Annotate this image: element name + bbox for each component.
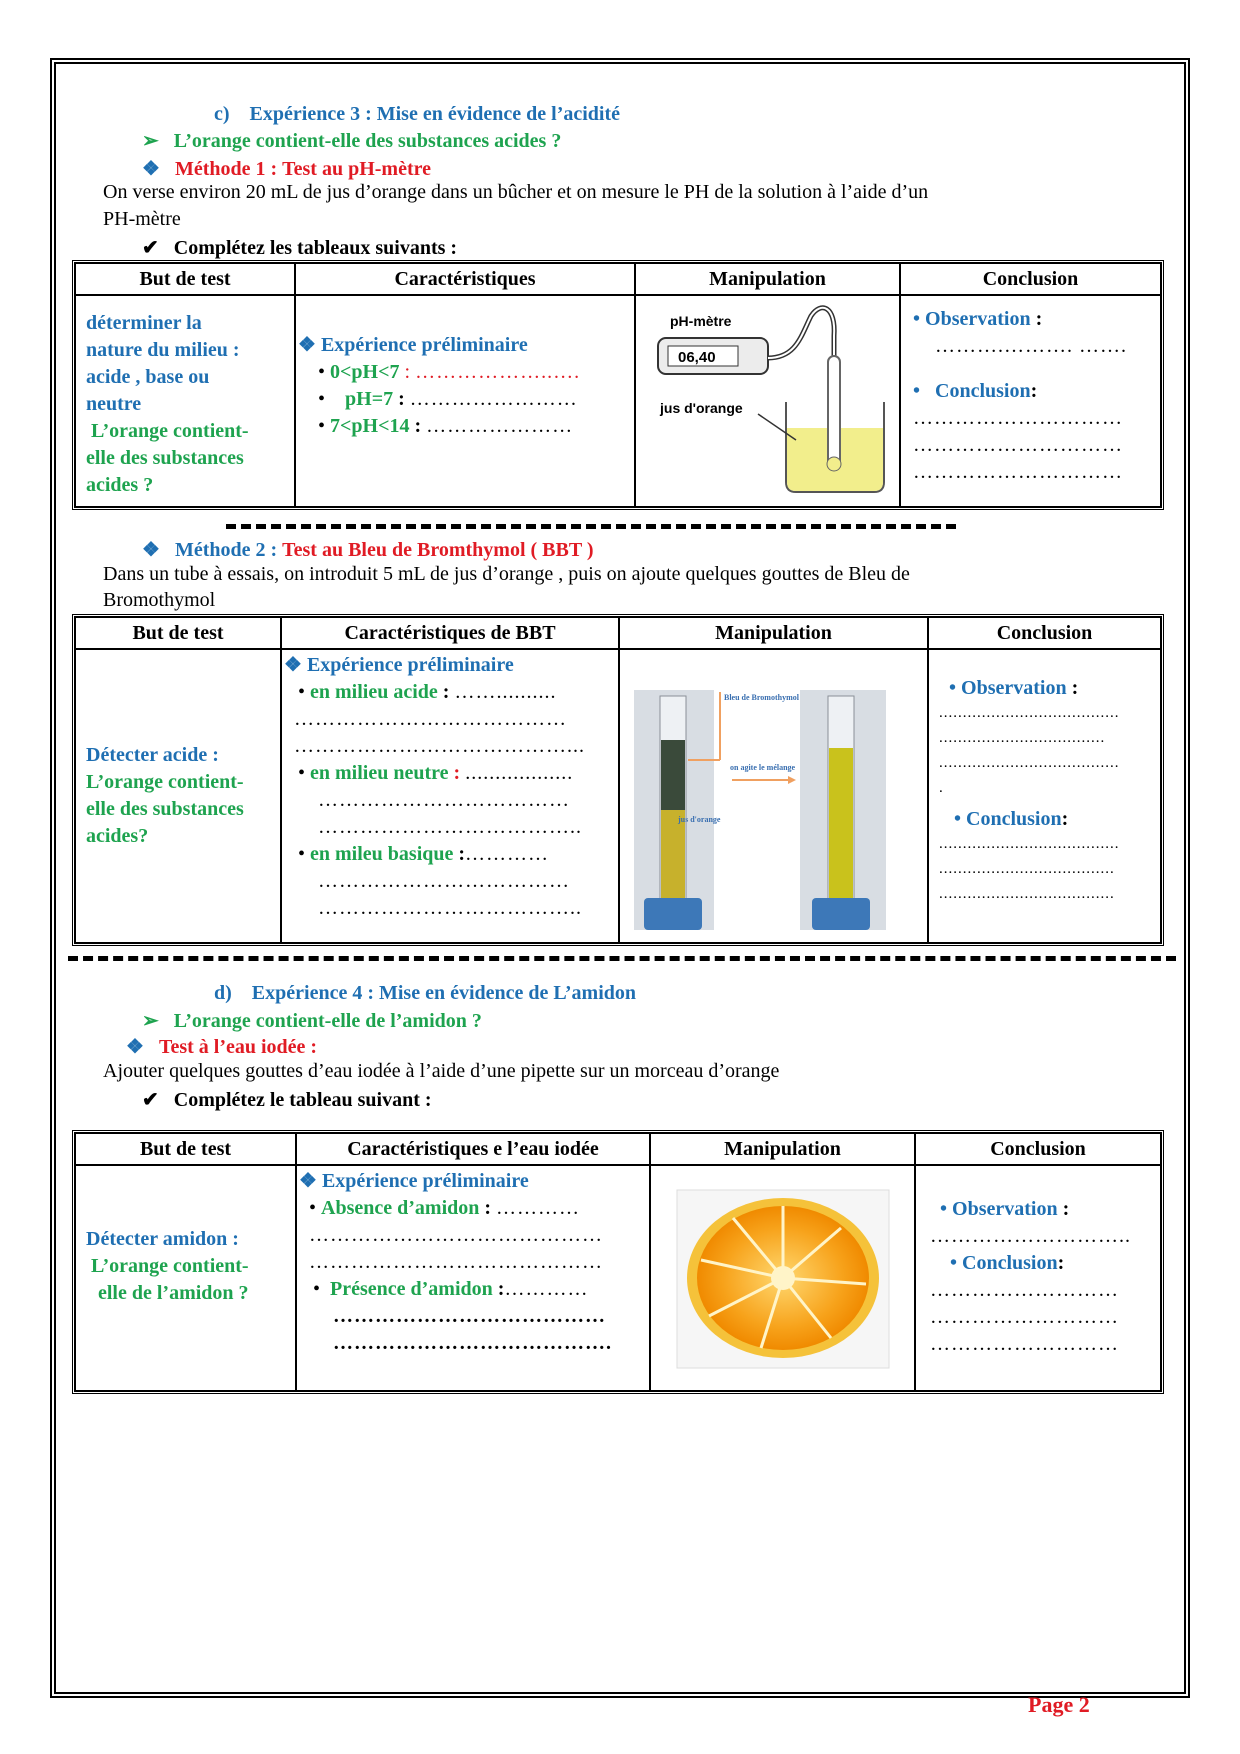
instruction-text: Complétez le tableau suivant : [173, 1089, 432, 1111]
conclusion-line: • Conclusion: [930, 1250, 1160, 1277]
diamond-bullet-icon: ❖ [126, 1036, 144, 1058]
header-caracteristiques: Caractéristiques de BBT [281, 617, 619, 649]
juice-layer-left [661, 810, 685, 906]
checkmark-icon: ✔ [142, 1089, 159, 1111]
header-but: But de test [75, 263, 295, 295]
stand-left [644, 898, 702, 930]
conclusion-dots: ……………………… [930, 1333, 1119, 1355]
observation-dots: ................................... [939, 730, 1106, 746]
stand-right [812, 898, 870, 930]
bbt-photo [620, 650, 926, 940]
diamond-bullet-icon: ❖ [142, 539, 160, 561]
question-text: L’orange contient-elle de l’amidon ? [173, 1010, 482, 1032]
carac-dots: ……………………………… [318, 870, 570, 892]
carac-item: • 0<pH<7 : ………………..…. [298, 359, 634, 386]
cell-but [75, 1165, 296, 1391]
header-manipulation: Manipulation [619, 617, 928, 649]
method2-label: Méthode 2 : [174, 539, 278, 561]
carac-dots: ………………………………… [294, 708, 567, 730]
checkmark-icon: ✔ [142, 237, 159, 259]
cell-caracteristiques [296, 1165, 650, 1391]
instruction-line [142, 1087, 432, 1112]
carac-title: ❖ Expérience préliminaire [299, 1170, 529, 1192]
method1-title: Test au pH-mètre [282, 158, 432, 180]
method2-text-line1: Dans un tube à essais, on introduit 5 mL de jus d’orange , puis on ajoute quelques gouttes de Bleu de [103, 563, 910, 585]
but-title: Détecter acide : [86, 744, 219, 766]
carac-item: • 7<pH<14 : ………………… [298, 413, 634, 440]
page-number: Page 2 [1028, 1692, 1090, 1717]
header-manipulation: Manipulation [650, 1133, 915, 1165]
carac-dots: …………………………………… [309, 1224, 603, 1246]
but-line: L’orange contient- [86, 771, 244, 793]
bbt-layer [661, 740, 685, 810]
instruction-line [142, 235, 457, 260]
question-line [142, 1008, 482, 1033]
conclusion-line: • Conclusion: [913, 378, 1160, 405]
table-bbt [72, 614, 1164, 946]
diamond-bullet-icon: ❖ [142, 158, 160, 180]
cell-manipulation [650, 1165, 915, 1391]
diamond-bullet-icon: ❖ [284, 654, 302, 676]
cell-conclusion [928, 649, 1161, 943]
carac-dots: …………………………………. [333, 1332, 612, 1354]
method2-title: Test au Bleu de Bromthymol ( BBT ) [282, 539, 594, 561]
but-line: déterminer la [86, 312, 202, 334]
observation-line: • Observation : [913, 306, 1160, 333]
header-conclusion: Conclusion [928, 617, 1161, 649]
carac-dots: …………………………………... [294, 735, 585, 757]
carac-item: • Absence d’amidon : ………… [299, 1195, 649, 1222]
but-line: acide , base ou [86, 366, 210, 388]
cell-caracteristiques [281, 649, 619, 943]
conclusion-dots: ………………………… [913, 461, 1123, 483]
conclusion-dots: ..................................... [939, 861, 1115, 877]
but-question-line: L’orange contient- [86, 420, 249, 442]
label-bbt: Bleu de Bromothymol [724, 693, 799, 702]
question-line [142, 128, 561, 153]
conclusion-line: • Conclusion: [939, 807, 1160, 832]
header-but: But de test [75, 617, 281, 649]
conclusion-dots: ………………………… [913, 407, 1123, 429]
observation-dots: ……………………….. [930, 1225, 1131, 1247]
separator [226, 524, 956, 529]
method1-text-line1: On verse environ 20 mL de jus d’orange dans un bûcher et on mesure le PH de la solution à l’aide d’un [103, 181, 929, 203]
header-conclusion: Conclusion [915, 1133, 1161, 1165]
diamond-bullet-icon: ❖ [299, 1170, 317, 1192]
header-but: But de test [75, 1133, 296, 1165]
but-text [76, 296, 294, 499]
carac-item: • en milieu acide : …….......... [284, 679, 618, 706]
but-line: nature du milieu : [86, 339, 240, 361]
observation-line: • Observation : [930, 1196, 1160, 1223]
observation-dots: ...................................... [939, 705, 1120, 721]
but-question-line: elle des substances [86, 447, 244, 469]
header-caracteristiques: Caractéristiques [295, 263, 635, 295]
carac-dots: ……………………………….. [318, 816, 582, 838]
conclusion-dots: ...................................... [939, 836, 1120, 852]
separator [68, 956, 1176, 961]
but-line: acides? [86, 825, 149, 847]
ph-meter-label: pH-mètre [670, 313, 732, 329]
arrow-bullet-icon: ➢ [142, 130, 159, 152]
header-manipulation: Manipulation [635, 263, 900, 295]
carac-dots: ……………………………….. [318, 897, 582, 919]
section-title: Expérience 4 : Mise en évidence de L’amidon [251, 982, 637, 1004]
cell-conclusion [900, 295, 1161, 507]
conclusion-dots: ……………………… [930, 1306, 1119, 1328]
section-d-text: Ajouter quelques gouttes d’eau iodée à l’aide d’une pipette sur un morceau d’orange [103, 1060, 780, 1082]
test-label: Test à l’eau iodée : [158, 1036, 318, 1058]
juice-label: jus d'orange [660, 400, 743, 416]
label-juice: jus d'orange [678, 815, 721, 824]
test-heading [126, 1034, 317, 1059]
conclusion-dots: ………………………… [913, 434, 1123, 456]
carac-item: • pH=7 : …………………… [298, 386, 634, 413]
header-caracteristiques: Caractéristiques e l’eau iodée [296, 1133, 650, 1165]
ph-reading: 06,40 [678, 349, 716, 366]
conclusion-dots: ..................................... [939, 886, 1115, 902]
method1-text-line2: PH-mètre [103, 208, 181, 230]
observation-dots: . [939, 780, 944, 796]
observation-line: • Observation : [939, 676, 1160, 701]
section-letter: d) [214, 982, 232, 1004]
arrow-bullet-icon: ➢ [142, 1010, 159, 1032]
observation-dots: ……….………. ……. [935, 335, 1127, 357]
method1-label: Méthode 1 : [174, 158, 278, 180]
section-letter: c) [214, 103, 230, 125]
table-amidon [72, 1130, 1164, 1394]
but-line: neutre [86, 393, 142, 415]
question-text: L’orange contient-elle des substances acides ? [173, 130, 562, 152]
mixed-layer [829, 748, 853, 906]
header-conclusion: Conclusion [900, 263, 1161, 295]
cell-manipulation [635, 295, 900, 507]
carac-dots: …………………………………… [309, 1251, 603, 1273]
carac-item: • Présence d’amidon :………… [299, 1276, 649, 1303]
carac-item: • en mileu basique :………… [284, 841, 618, 868]
table-ph [72, 260, 1164, 510]
orange-slice-photo [651, 1166, 913, 1390]
method2-text-line2: Bromothymol [103, 589, 216, 611]
carac-title: ❖ Expérience préliminaire [298, 334, 528, 356]
conclusion-dots: ……………………… [930, 1279, 1119, 1301]
carac-dots: ………………………………… [333, 1305, 606, 1327]
cell-but [75, 649, 281, 943]
but-question-line: acides ? [86, 474, 154, 496]
section-title: Expérience 3 : Mise en évidence de l’acidité [249, 103, 621, 125]
but-title: Détecter amidon : [86, 1227, 239, 1250]
section-d-heading [214, 982, 636, 1005]
method2-heading [142, 537, 593, 562]
cell-but [75, 295, 295, 507]
but-line: elle de l’amidon ? [98, 1281, 249, 1304]
instruction-text: Complétez les tableaux suivants : [173, 237, 458, 259]
cell-caracteristiques [295, 295, 635, 507]
carac-item: • en milieu neutre : .................. [284, 760, 618, 787]
electrode [828, 356, 840, 466]
diamond-bullet-icon: ❖ [298, 334, 316, 356]
observation-dots: ...................................... [939, 755, 1120, 771]
cell-conclusion [915, 1165, 1161, 1391]
method1-heading [142, 156, 431, 181]
carac-title: ❖ Expérience préliminaire [284, 654, 514, 676]
ph-meter-illustration [636, 296, 898, 506]
cell-manipulation [619, 649, 928, 943]
but-line: L’orange contient- [86, 1254, 249, 1277]
but-line: elle des substances [86, 798, 244, 820]
label-shake: on agite le mélange [730, 763, 796, 772]
section-c-heading [214, 103, 620, 126]
carac-dots: ……………………………… [318, 789, 570, 811]
